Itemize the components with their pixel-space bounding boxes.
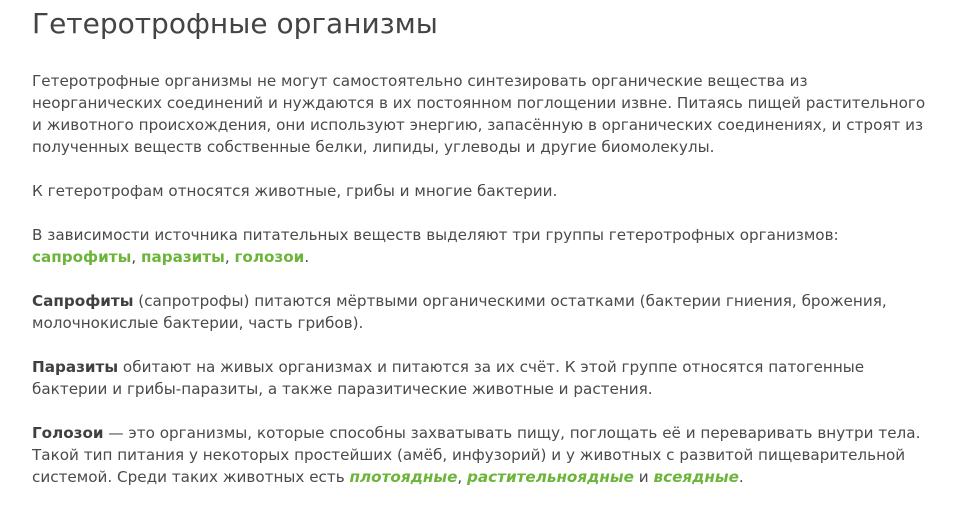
sources-text: В зависимости источника питательных веществ выделяют три группы гетеротрофных организмов:: [32, 226, 839, 244]
intro-paragraph: Гетеротрофные организмы не могут самостоятельно синтезировать органические вещества из неорганических соединений и нуждаются в их постоянном поглощении извне. Питаясь пищей растительного и животного происхождения, они используют энергию, запасённую в органических соединениях, и строят из полученных веществ собственные белки, липиды, углеводы и другие биомолекулы.: [32, 72, 926, 156]
separator: и: [633, 468, 654, 486]
omnivores-link[interactable]: всеядные: [653, 468, 739, 486]
page-title: Гетеротрофные организмы: [32, 7, 438, 40]
separator: ,: [224, 248, 235, 266]
parasites-link[interactable]: паразиты: [140, 248, 225, 266]
carnivores-link[interactable]: плотоядные: [349, 468, 458, 486]
separator: ,: [457, 468, 468, 486]
saprophytes-paragraph: [32, 290, 926, 334]
holozoa-text: — это организмы, которые способны захватывать пищу, поглощать её и переваривать внутри тела. Такой тип питания у некоторых простейших (амёб, инфузорий) и у животных с развитой пищеварительной системой. Среди таких животных есть: [32, 424, 921, 486]
separator: ,: [131, 248, 141, 266]
period: .: [304, 248, 310, 266]
article: [0, 4, 956, 488]
herbivores-link[interactable]: растительноядные: [467, 468, 634, 486]
saprophytes-link[interactable]: сапрофиты: [32, 248, 132, 266]
saprophytes-text: (сапротрофы) питаются мёртвыми органическими остатками (бактерии гниения, брожения, молочнокислые бактерии, часть грибов).: [32, 292, 887, 332]
holozoa-paragraph: [32, 422, 926, 488]
holozoa-term: Голозои: [32, 424, 104, 442]
period: .: [738, 468, 744, 486]
parasites-text: обитают на живых организмах и питаются за их счёт. К этой группе относятся патогенные бактерии и грибы-паразиты, а также паразитические животные и растения.: [32, 358, 865, 398]
saprophytes-term: Сапрофиты: [32, 292, 134, 310]
parasites-paragraph: [32, 356, 926, 400]
holozoa-link[interactable]: голозои: [234, 248, 305, 266]
parasites-term: Паразиты: [32, 358, 119, 376]
groups-paragraph: К гетеротрофам относятся животные, грибы и многие бактерии.: [32, 182, 558, 200]
sources-paragraph: [32, 224, 926, 268]
